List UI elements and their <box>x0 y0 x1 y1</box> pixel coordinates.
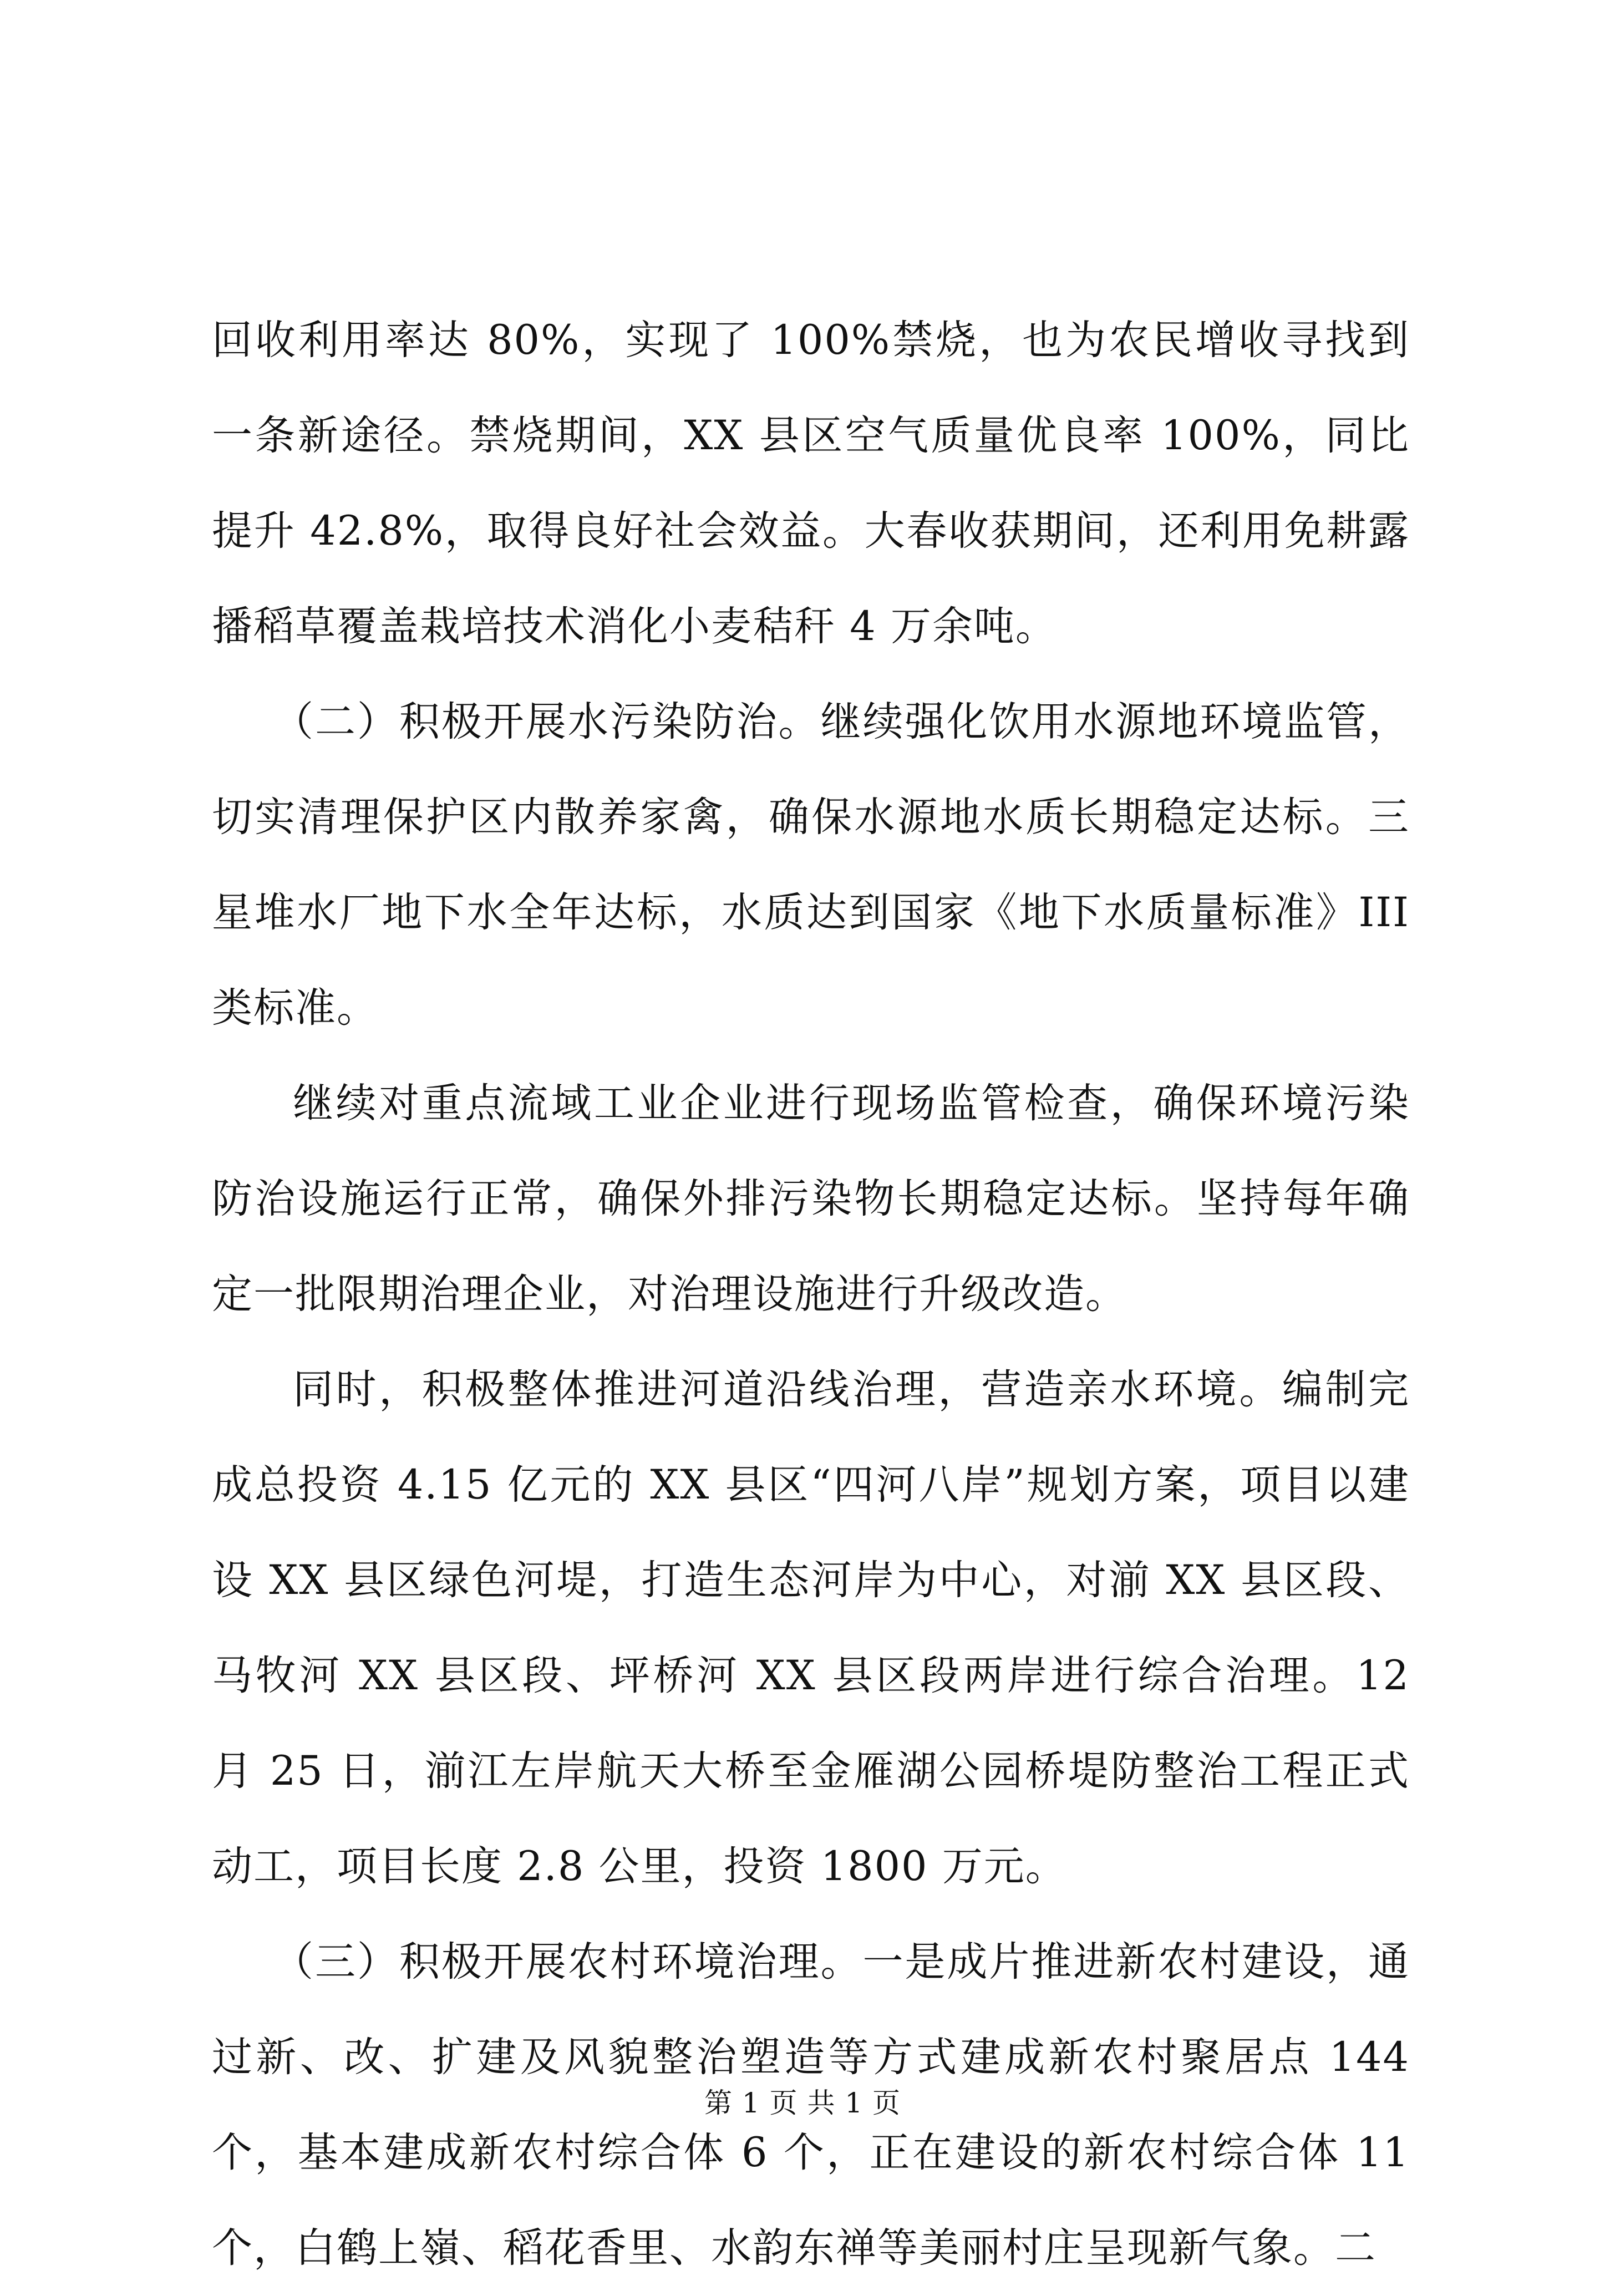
paragraph-straw-utilization: 回收利用率达 80%，实现了 100%禁烧，也为农民增收寻找到一条新途径。禁烧期间，XX 县区空气质量优良率 100%，同比提升 42.8%，取得良好社会效益。大春收获期间，还利用免耕露播稻草覆盖栽培技术消化小麦秸秆 4 万余吨。 <box>212 317 1410 650</box>
page-number-footer: 第 1 页 共 1 页 <box>704 2087 901 2119</box>
paragraph-river-treatment: 同时，积极整体推进河道沿线治理，营造亲水环境。编制完成总投资 4.15 亿元的 XX 县区“四河八岸”规划方案，项目以建设 XX 县区绿色河堤，打造生态河岸为中心，对湔 XX 县区段、马牧河 XX 县区段、坪桥河 XX 县区段两岸进行综合治理。12 月 25 日，湔江左岸航天大桥至金雁湖公园桥堤防整治工程正式动工，项目长度 2.8 公里，投资 1800 万元。 <box>212 1366 1410 1890</box>
paragraph-industrial-supervision: 继续对重点流域工业企业进行现场监管检查，确保环境污染防治设施运行正常，确保外排污染物长期稳定达标。坚持每年确定一批限期治理企业，对治理设施进行升级改造。 <box>212 1080 1410 1318</box>
paragraph-water-pollution: （二）积极开展水污染防治。继续强化饮用水源地环境监管，切实清理保护区内散养家禽，确保水源地水质长期稳定达标。三星堆水厂地下水全年达标，水质达到国家《地下水质量标准》III 类标准。 <box>212 698 1410 1032</box>
paragraph-rural-environment: （三）积极开展农村环境治理。一是成片推进新农村建设，通过新、改、扩建及风貌整治塑造等方式建成新农村聚居点 144 个，基本建成新农村综合体 6 个，正在建设的新农村综合体 11 个，白鹤上嶺、稻花香里、水韵东禅等美丽村庄呈现新气象。二 <box>212 1938 1410 2272</box>
document-body <box>212 293 1410 2296</box>
